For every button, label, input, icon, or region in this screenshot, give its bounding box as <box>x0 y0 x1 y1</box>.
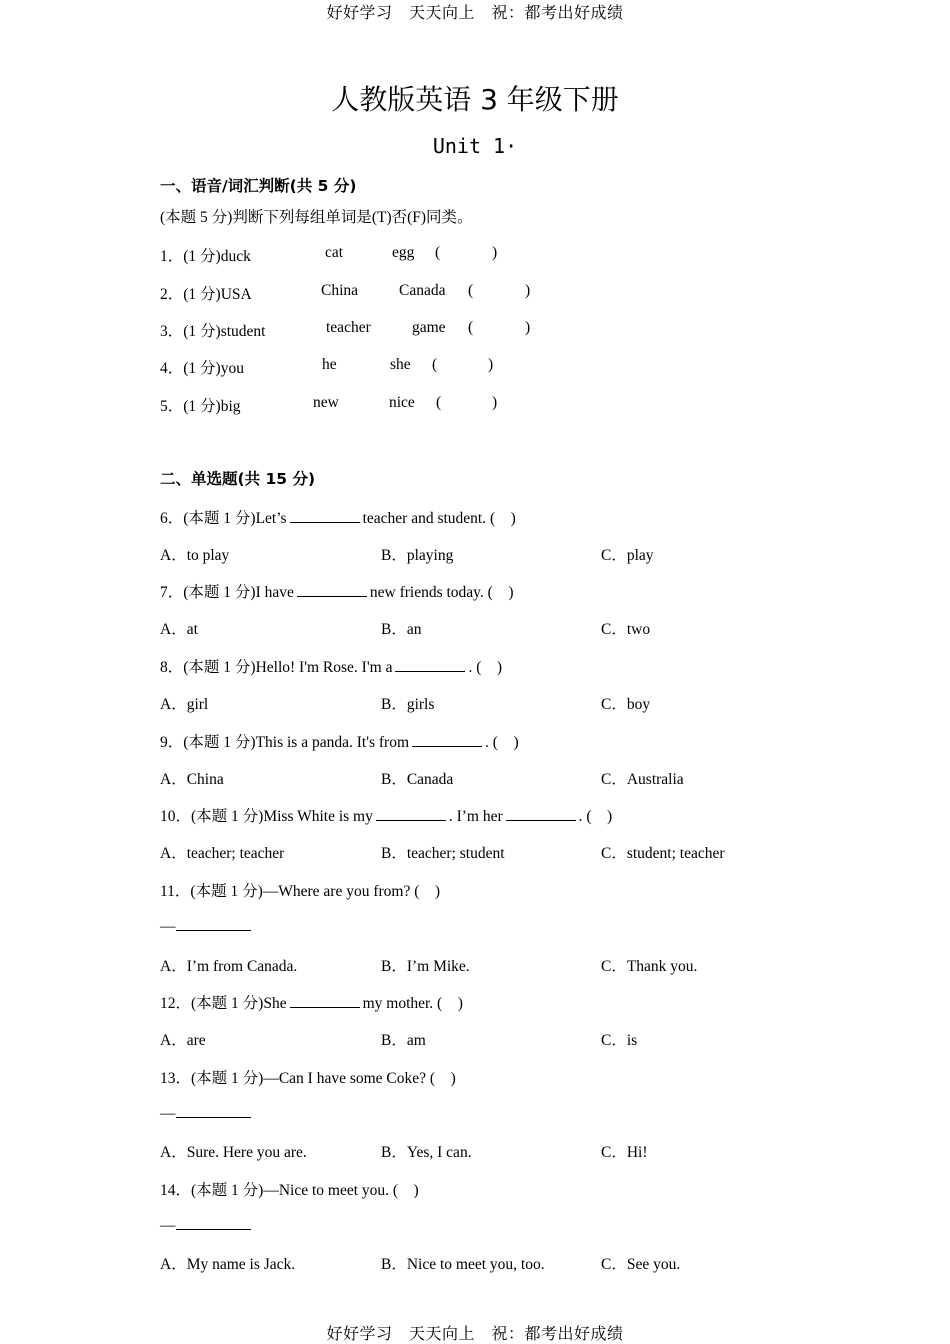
option-c[interactable]: C．play <box>601 547 654 564</box>
answer-line[interactable]: — <box>160 1103 251 1123</box>
question-12: 12．(本题 1 分)She my mother. ( ) <box>160 995 463 1012</box>
question-13: 13．(本题 1 分)—Can I have some Coke? ( ) <box>160 1070 456 1087</box>
answer-blank[interactable] <box>412 732 482 747</box>
option-b[interactable]: B．Canada <box>381 771 454 788</box>
option-b[interactable]: B．girls <box>381 696 435 713</box>
option-b[interactable]: B．am <box>381 1032 426 1049</box>
answer-paren-close: ) <box>525 282 531 299</box>
option-b[interactable]: B．teacher; student <box>381 845 505 862</box>
option-b[interactable]: B．I’m Mike. <box>381 958 470 975</box>
judge-word2: teacher <box>326 319 371 336</box>
judge-word2: cat <box>325 244 344 261</box>
judge-word2: China <box>321 282 359 299</box>
question-10: 10．(本题 1 分)Miss White is my . I’m her . ( ) <box>160 808 613 825</box>
option-c[interactable]: C．is <box>601 1032 638 1049</box>
option-a[interactable]: A．at <box>160 621 198 638</box>
question-7: 7．(本题 1 分)I have new friends today. ( ) <box>160 584 514 601</box>
document-title: 人教版英语 3 年级下册 <box>331 83 619 116</box>
judge-word1: 3．(1 分)student <box>160 323 266 340</box>
answer-blank[interactable] <box>290 993 360 1008</box>
judge-word3: nice <box>389 394 415 411</box>
option-b[interactable]: B．Yes, I can. <box>381 1144 472 1161</box>
page-footer: 好好学习 天天向上 祝：都考出好成绩 <box>326 1324 624 1343</box>
judge-word1: 4．(1 分)you <box>160 360 244 377</box>
question-8: 8．(本题 1 分)Hello! I'm Rose. I'm a . ( ) <box>160 659 503 676</box>
answer-paren-open: ( <box>436 394 442 411</box>
judge-word3: egg <box>392 244 415 261</box>
option-a[interactable]: A．I’m from Canada. <box>160 958 298 975</box>
option-b[interactable]: B．Nice to meet you, too. <box>381 1256 545 1273</box>
option-c[interactable]: C．two <box>601 621 651 638</box>
answer-paren-open: ( <box>432 356 438 373</box>
judge-word3: Canada <box>399 282 446 299</box>
answer-paren-close: ) <box>492 244 498 261</box>
option-a[interactable]: A．are <box>160 1032 206 1049</box>
judge-word3: she <box>390 356 411 373</box>
judge-word1: 5．(1 分)big <box>160 398 241 415</box>
option-b[interactable]: B．an <box>381 621 422 638</box>
answer-blank[interactable] <box>297 582 367 597</box>
answer-paren-open: ( <box>468 319 474 336</box>
answer-line[interactable]: — <box>160 916 251 936</box>
option-a[interactable]: A．to play <box>160 547 230 564</box>
judge-word2: he <box>322 356 337 373</box>
answer-blank[interactable] <box>290 508 360 523</box>
option-c[interactable]: C．Thank you. <box>601 958 698 975</box>
option-a[interactable]: A．teacher; teacher <box>160 845 285 862</box>
answer-paren-open: ( <box>468 282 474 299</box>
answer-blank[interactable] <box>506 806 576 821</box>
option-a[interactable]: A．China <box>160 771 224 788</box>
option-c[interactable]: C．See you. <box>601 1256 681 1273</box>
option-a[interactable]: A．girl <box>160 696 209 713</box>
option-c[interactable]: C．Hi! <box>601 1144 648 1161</box>
answer-paren-open: ( <box>435 244 441 261</box>
section2-heading: 二、单选题(共 15 分) <box>160 470 316 488</box>
page-header: 好好学习 天天向上 祝：都考出好成绩 <box>326 3 624 22</box>
question-6: 6．(本题 1 分)Let’s teacher and student. ( ) <box>160 510 516 527</box>
answer-blank[interactable] <box>395 657 465 672</box>
question-14: 14．(本题 1 分)—Nice to meet you. ( ) <box>160 1182 419 1199</box>
answer-line[interactable]: — <box>160 1215 251 1235</box>
judge-word1: 1．(1 分)duck <box>160 248 251 265</box>
answer-paren-close: ) <box>525 319 531 336</box>
unit-title: Unit 1· <box>432 134 518 158</box>
option-c[interactable]: C．boy <box>601 696 651 713</box>
judge-word2: new <box>313 394 339 411</box>
option-a[interactable]: A．My name is Jack. <box>160 1256 296 1273</box>
option-c[interactable]: C．student; teacher <box>601 845 725 862</box>
option-c[interactable]: C．Australia <box>601 771 684 788</box>
answer-blank[interactable] <box>376 806 446 821</box>
question-9: 9．(本题 1 分)This is a panda. It's from . ( ) <box>160 734 519 751</box>
section1-heading: 一、语音/词汇判断(共 5 分) <box>160 177 357 195</box>
judge-word3: game <box>412 319 446 336</box>
option-a[interactable]: A．Sure. Here you are. <box>160 1144 307 1161</box>
judge-word1: 2．(1 分)USA <box>160 286 252 303</box>
answer-paren-close: ) <box>492 394 498 411</box>
section1-instruction: (本题 5 分)判断下列每组单词是(T)否(F)同类。 <box>160 209 473 226</box>
answer-paren-close: ) <box>488 356 494 373</box>
question-11: 11．(本题 1 分)—Where are you from? ( ) <box>160 883 441 900</box>
option-b[interactable]: B．playing <box>381 547 454 564</box>
